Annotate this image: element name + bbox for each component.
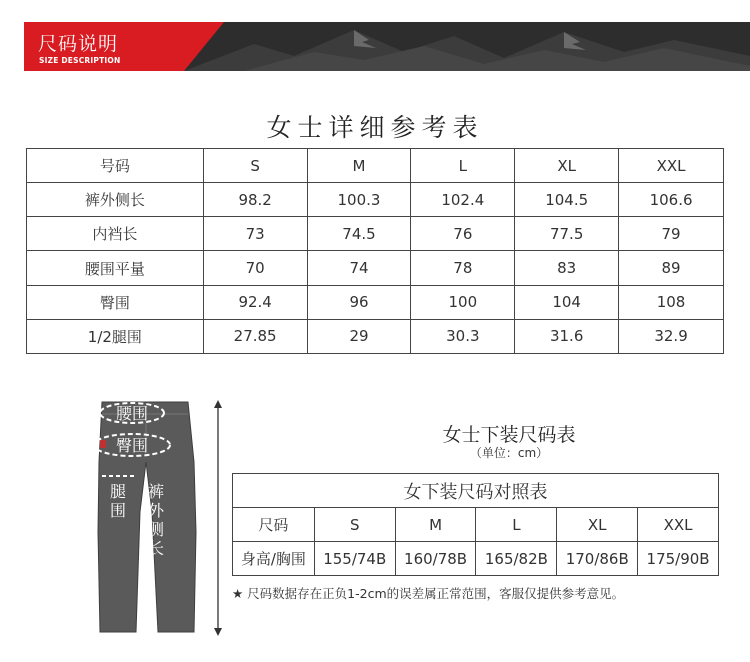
header-cell: S xyxy=(314,508,395,542)
table-cell: 160/78B xyxy=(395,542,476,576)
header-subtitle: SIZE DESCRIPTION xyxy=(39,56,121,65)
table-row xyxy=(233,542,719,576)
header-cell: M xyxy=(307,149,411,183)
header-cell: XL xyxy=(557,508,638,542)
table-cell: 74.5 xyxy=(307,217,411,251)
waist-label: 腰围 xyxy=(115,404,149,423)
table-row xyxy=(27,285,724,319)
size-table-unit: （单位：cm） xyxy=(469,446,549,460)
table-cell: 96 xyxy=(307,285,411,319)
table-cell: 108 xyxy=(619,285,724,319)
row-label: 腰围平量 xyxy=(27,251,204,285)
table-cell: 100.3 xyxy=(307,183,411,217)
table-title-row xyxy=(233,474,719,508)
header-cell: L xyxy=(411,149,515,183)
table-cell: 106.6 xyxy=(619,183,724,217)
table-cell: 32.9 xyxy=(619,319,724,353)
table-cell: 100 xyxy=(411,285,515,319)
header-cell: 号码 xyxy=(27,149,204,183)
table-cell: 31.6 xyxy=(515,319,619,353)
table-cell: 79 xyxy=(619,217,724,251)
table-header-row xyxy=(27,149,724,183)
row-label: 内裆长 xyxy=(27,217,204,251)
row-label: 臀围 xyxy=(27,285,204,319)
header-cell: XXL xyxy=(638,508,719,542)
table-row xyxy=(27,319,724,353)
header-banner xyxy=(24,22,750,71)
header-cell: XXL xyxy=(619,149,724,183)
header-cell: M xyxy=(395,508,476,542)
table-row xyxy=(27,183,724,217)
outseam-label-4: 长 xyxy=(147,539,165,558)
outseam-label-1: 裤 xyxy=(147,482,165,501)
row-label: 身高/胸围 xyxy=(233,542,315,576)
header-title: 尺码说明 xyxy=(38,33,119,55)
table-cell: 104.5 xyxy=(515,183,619,217)
table-cell: 170/86B xyxy=(557,542,638,576)
row-label: 1/2腿围 xyxy=(27,319,204,353)
table-cell: 70 xyxy=(203,251,307,285)
table-cell: 77.5 xyxy=(515,217,619,251)
comparison-table-title: 女下装尺码对照表 xyxy=(233,474,719,508)
size-comparison-table xyxy=(232,473,719,576)
hip-label: 臀围 xyxy=(115,436,149,455)
table-cell: 155/74B xyxy=(314,542,395,576)
row-label: 裤外侧长 xyxy=(27,183,204,217)
pants-diagram xyxy=(70,392,230,642)
table-cell: 92.4 xyxy=(203,285,307,319)
reference-table xyxy=(26,148,724,354)
table-cell: 83 xyxy=(515,251,619,285)
header-cell: XL xyxy=(515,149,619,183)
header-cell: 尺码 xyxy=(233,508,315,542)
table-cell: 104 xyxy=(515,285,619,319)
table-header-row xyxy=(233,508,719,542)
table-cell: 76 xyxy=(411,217,515,251)
table-cell: 73 xyxy=(203,217,307,251)
table-cell: 175/90B xyxy=(638,542,719,576)
table-cell: 98.2 xyxy=(203,183,307,217)
table-cell: 27.85 xyxy=(203,319,307,353)
table-cell: 78 xyxy=(411,251,515,285)
outseam-label-3: 侧 xyxy=(147,520,165,539)
reference-table-title: 女士详细参考表 xyxy=(266,113,484,142)
size-table-title: 女士下装尺码表 xyxy=(442,424,576,446)
table-cell: 30.3 xyxy=(411,319,515,353)
table-cell: 102.4 xyxy=(411,183,515,217)
outseam-label-2: 外 xyxy=(147,501,165,520)
table-cell: 74 xyxy=(307,251,411,285)
leg-label-2: 围 xyxy=(109,501,127,520)
leg-label-1: 腿 xyxy=(109,482,127,501)
table-cell: 165/82B xyxy=(476,542,557,576)
table-row xyxy=(27,217,724,251)
header-cell: L xyxy=(476,508,557,542)
tolerance-note: ★ 尺码数据存在正负1-2cm的误差属正常范围，客服仅提供参考意见。 xyxy=(232,586,625,601)
table-cell: 89 xyxy=(619,251,724,285)
table-cell: 29 xyxy=(307,319,411,353)
table-row xyxy=(27,251,724,285)
header-cell: S xyxy=(203,149,307,183)
